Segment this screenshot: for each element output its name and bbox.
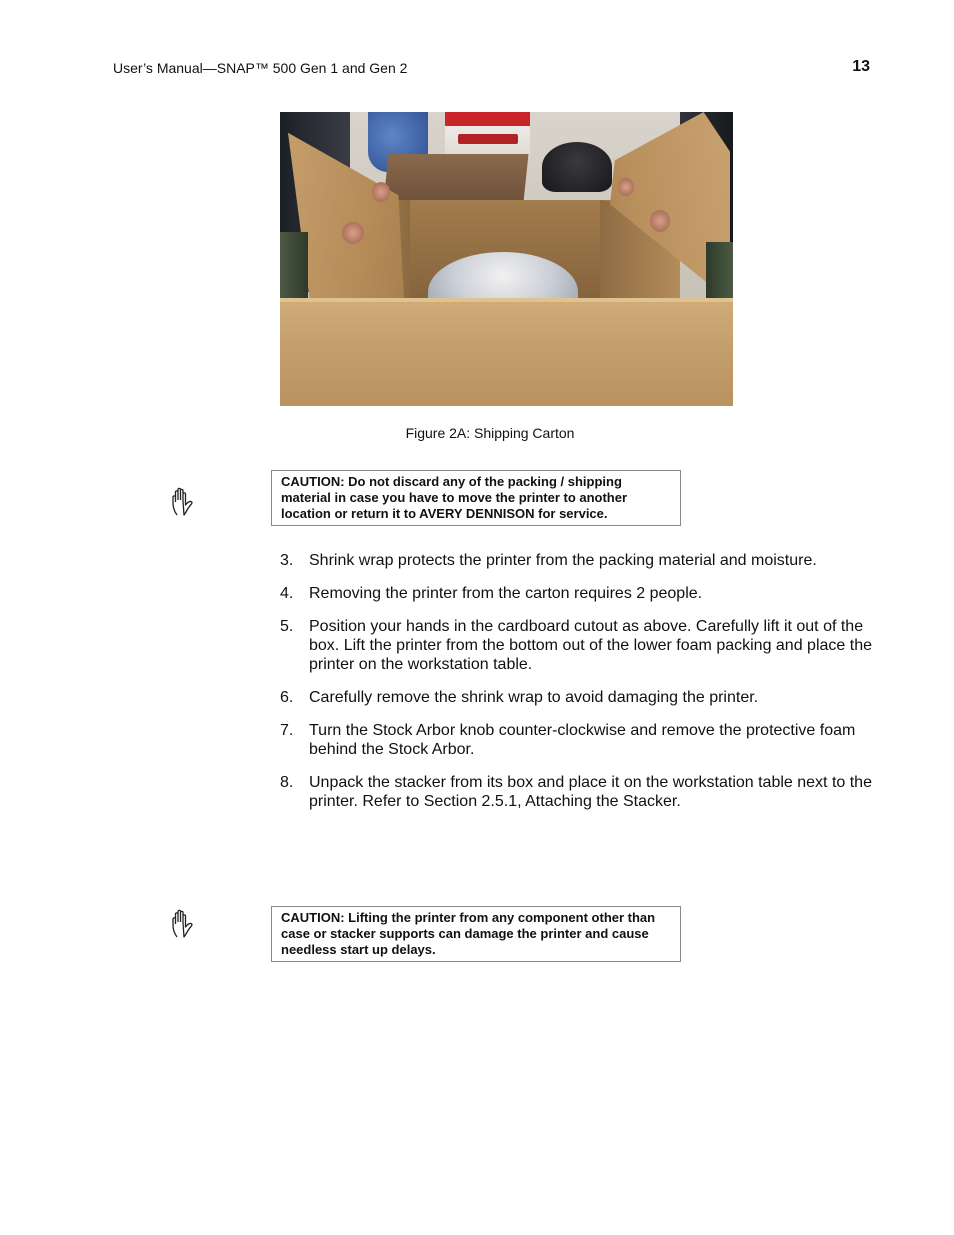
list-item: [280, 551, 872, 570]
step-text: Carefully remove the shrink wrap to avoid damaging the printer.: [309, 689, 759, 706]
list-item: [280, 584, 872, 603]
step-number: 7.: [280, 722, 294, 739]
shipping-carton-photo: [280, 112, 733, 406]
step-number: 6.: [280, 689, 294, 706]
step-number: 5.: [280, 618, 294, 635]
caution-text: CAUTION: Do not discard any of the packing / shipping material in case you have to move the printer to another location or return it to AVERY DENNISON for service.: [281, 474, 628, 521]
step-text: Removing the printer from the carton requires 2 people.: [309, 585, 703, 602]
caution-box-lifting: [271, 906, 681, 962]
caution-hand-icon: [168, 907, 202, 941]
step-text: Position your hands in the cardboard cutout as above. Carefully lift it out of the box. Lift the printer from the bottom out of the lower foam packing and place the printer on the workstation table.: [309, 618, 872, 673]
step-number: 4.: [280, 585, 294, 602]
caution-text: CAUTION: Lifting the printer from any component other than case or stacker supports can damage the printer and cause needless start up delays.: [281, 910, 656, 957]
instruction-steps: [280, 551, 872, 825]
caution-box-packing: [271, 470, 681, 526]
list-item: [280, 617, 872, 674]
caution-hand-icon: [168, 485, 202, 519]
figure-caption: Figure 2A: Shipping Carton: [405, 425, 575, 441]
list-item: [280, 688, 872, 707]
list-item: [280, 721, 872, 759]
page-number: 13: [852, 58, 870, 75]
manual-title: User’s Manual—SNAP™ 500 Gen 1 and Gen 2: [113, 60, 408, 76]
step-number: 8.: [280, 774, 294, 791]
step-text: Unpack the stacker from its box and place it on the workstation table next to the printer. Refer to Section 2.5.1, Attaching the Stacker.: [309, 774, 872, 810]
list-item: [280, 773, 872, 811]
step-number: 3.: [280, 552, 294, 569]
step-text: Shrink wrap protects the printer from the packing material and moisture.: [309, 552, 817, 569]
step-text: Turn the Stock Arbor knob counter-clockwise and remove the protective foam behind the Stock Arbor.: [309, 722, 856, 758]
